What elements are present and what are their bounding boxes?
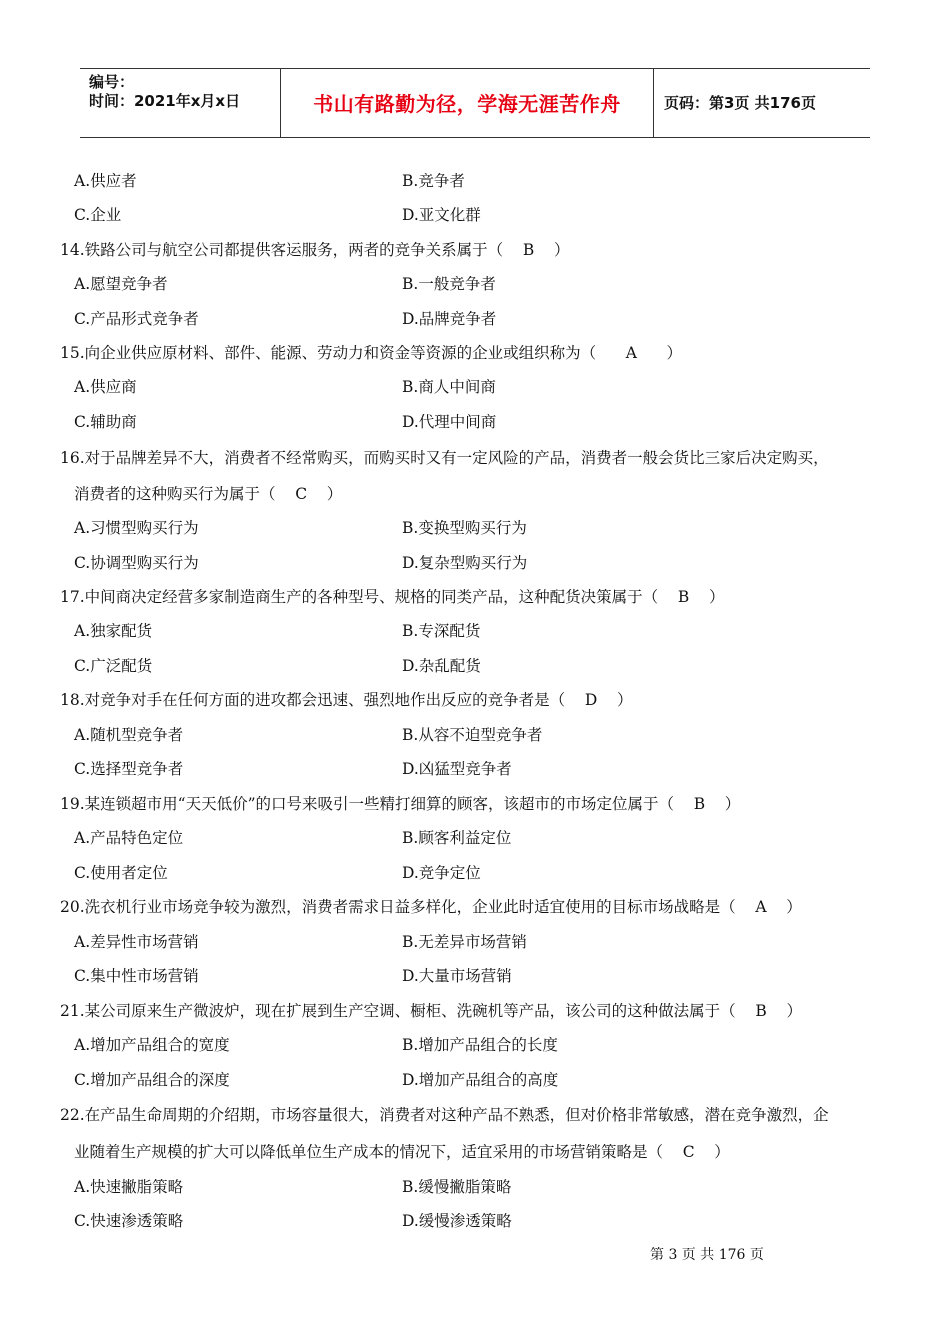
option-text: A.快速撇脂策略 (74, 1178, 184, 1196)
option-text: C.集中性市场营销 (74, 967, 199, 985)
option-text: C.企业 (74, 206, 122, 224)
option-text: D.凶猛型竞争者 (402, 760, 512, 778)
option-text: A.愿望竞争者 (74, 275, 168, 293)
header-motto: 书山有路勤为径，学海无涯苦作舟 (313, 92, 621, 116)
option-text: A.供应商 (74, 378, 137, 396)
document-number-label: 编号： (89, 73, 135, 91)
option-text: A.增加产品组合的宽度 (74, 1036, 230, 1054)
question-text: 21.某公司原来生产微波炉，现在扩展到生产空调、橱柜、洗碗机等产品，该公司的这种做法属于（ B ） (60, 1002, 802, 1020)
option-text: C.产品形式竞争者 (74, 310, 199, 328)
question-text: 18.对竞争对手在任何方面的进攻都会迅速、强烈地作出反应的竞争者是（ D ） (60, 691, 633, 709)
option-text: 消费者的这种购买行为属于（ C ） (74, 485, 343, 503)
option-text: A.独家配货 (74, 622, 153, 640)
option-text: B.缓慢撇脂策略 (402, 1178, 512, 1196)
option-text: B.商人中间商 (402, 378, 496, 396)
option-text: D.亚文化群 (402, 206, 481, 224)
question-text: 19.某连锁超市用“天天低价”的口号来吸引一些精打细算的顾客，该超市的市场定位属于（ B ） (60, 795, 741, 813)
option-text: B.一般竞争者 (402, 275, 496, 293)
question-text: 14.铁路公司与航空公司都提供客运服务，两者的竞争关系属于（ B ） (60, 241, 570, 259)
option-text: B.从容不迫型竞争者 (402, 726, 543, 744)
option-text: B.无差异市场营销 (402, 933, 527, 951)
option-text: C.协调型购买行为 (74, 554, 199, 572)
option-text: B.专深配货 (402, 622, 481, 640)
option-text: C.广泛配货 (74, 657, 153, 675)
option-text: B.竞争者 (402, 172, 465, 190)
option-text: A.产品特色定位 (74, 829, 184, 847)
option-text: D.增加产品组合的高度 (402, 1071, 559, 1089)
option-text: D.大量市场营销 (402, 967, 512, 985)
option-text: A.习惯型购买行为 (74, 519, 199, 537)
option-text: D.品牌竞争者 (402, 310, 497, 328)
option-text: C.快速渗透策略 (74, 1212, 184, 1230)
question-text: 16.对于品牌差异不大，消费者不经常购买，而购买时又有一定风险的产品，消费者一般会货比三家后决定购买， (60, 449, 829, 467)
option-text: 业随着生产规模的扩大可以降低单位生产成本的情况下，适宜采用的市场营销策略是（ C ） (74, 1143, 730, 1161)
option-text: B.顾客利益定位 (402, 829, 512, 847)
option-text: A.随机型竞争者 (74, 726, 184, 744)
option-text: D.竞争定位 (402, 864, 481, 882)
option-text: C.增加产品组合的深度 (74, 1071, 230, 1089)
option-text: C.选择型竞争者 (74, 760, 184, 778)
option-text: B.增加产品组合的长度 (402, 1036, 558, 1054)
question-text: 20.洗衣机行业市场竞争较为激烈，消费者需求日益多样化，企业此时适宜使用的目标市场战略是（ A ） (60, 898, 802, 916)
option-text: A.差异性市场营销 (74, 933, 199, 951)
option-text: D.杂乱配货 (402, 657, 481, 675)
option-text: D.缓慢渗透策略 (402, 1212, 512, 1230)
question-text: 15.向企业供应原材料、部件、能源、劳动力和资金等资源的企业或组织称为（ A ） (60, 344, 682, 362)
header-page-info: 页码：第3页 共176页 (664, 94, 816, 112)
option-text: D.代理中间商 (402, 413, 497, 431)
question-text: 22.在产品生命周期的介绍期，市场容量很大，消费者对这种产品不熟悉，但对价格非常敏感，潜在竞争激烈，企 (60, 1106, 829, 1124)
option-text: C.辅助商 (74, 413, 137, 431)
option-text: D.复杂型购买行为 (402, 554, 528, 572)
option-text: B.变换型购买行为 (402, 519, 527, 537)
option-text: A.供应者 (74, 172, 137, 190)
question-text: 17.中间商决定经营多家制造商生产的各种型号、规格的同类产品，这种配货决策属于（ B ） (60, 588, 725, 606)
page-footer: 第 3 页 共 176 页 (650, 1247, 764, 1263)
option-text: C.使用者定位 (74, 864, 168, 882)
document-date: 时间：2021年x月x日 (89, 92, 241, 110)
